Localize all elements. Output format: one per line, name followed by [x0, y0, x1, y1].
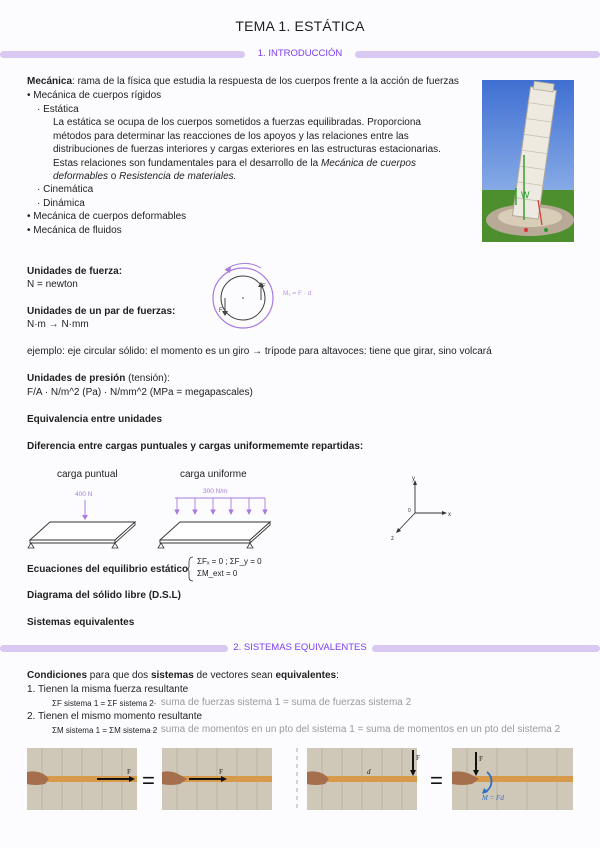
- equivalentes-word: equivalentes: [275, 670, 337, 681]
- list-item-rigidos: • Mecánica de cuerpos rígidos: [27, 90, 162, 101]
- axis-origin-label: 0: [408, 508, 411, 514]
- estatica-text-join: o: [108, 171, 120, 182]
- moment-formula: M₁ = F · d: [283, 290, 312, 297]
- condicion-2-formula: ΣM sistema 1 = ΣM sistema 2: [52, 726, 158, 735]
- estatica-paragraph: [53, 116, 458, 184]
- photo-3: [307, 748, 420, 810]
- equation-forces: ΣFₓ = 0 ; ΣF_y = 0: [197, 557, 262, 566]
- estatica-italic-2: Resistencia de materiales.: [119, 171, 237, 182]
- presion-heading-bold: Unidades de presión: [27, 373, 126, 384]
- condiciones-word: Condiciones: [27, 670, 88, 681]
- axis-z-label: z: [391, 536, 394, 542]
- estatica-text: La estática se ocupa de los cuerpos sometidos a fuerzas equilibradas. Proporciona métodos para determinar las reacciones de los apoyos y las relaciones entre las distribuciones de fuerzas interiores y cargas exteriores en las estructuras estacionarias. Estas relaciones son fundamentales para el desarrollo de la: [53, 117, 441, 169]
- condiciones-mid: para que dos: [87, 670, 151, 681]
- list-item-estatica: · Estática: [37, 104, 79, 115]
- photo-2: [162, 748, 272, 810]
- equals-sign-2: =: [430, 768, 443, 793]
- condiciones-mid2: de vectores sean: [193, 670, 276, 681]
- condicion-1: 1. Tienen la misma fuerza resultante: [27, 684, 189, 695]
- equals-sign-1: =: [142, 768, 155, 793]
- fuerza-value: N = newton: [27, 279, 78, 290]
- carga-uniforme-label: carga uniforme: [180, 469, 247, 480]
- section-label: 2. SISTEMAS EQUIVALENTES: [233, 642, 367, 653]
- photo-4: [452, 748, 573, 810]
- ejemplo-text: ejemplo: eje circular sólido: el momento es un giro → trípode para altavoces: tiene que girar, sino volcará: [27, 346, 492, 357]
- axis-x-label: x: [448, 512, 451, 518]
- estatica-italic: Mecánica de cuerpos deformables: [53, 157, 416, 182]
- moment-sketch: [205, 262, 330, 337]
- condicion-2: 2. Tienen el mismo momento resultante: [27, 711, 203, 722]
- condicion-2-note: → suma de momentos en un pto del sistema 1 = suma de momentos en un pto del sistema 2: [148, 724, 561, 735]
- list-item-dinamica: · Dinámica: [37, 198, 85, 209]
- equivalencia-heading: Equivalencia entre unidades: [27, 414, 163, 425]
- presion-heading: [27, 372, 170, 386]
- page-title: TEMA 1. ESTÁTICA: [235, 18, 365, 34]
- photo-4-f-label: F: [479, 755, 483, 763]
- diferencia-heading: Diferencia entre cargas puntuales y cargas uniformememte repartidas:: [27, 441, 364, 452]
- photo-3-d-label: d: [367, 768, 371, 776]
- photo-3-f-label: F: [416, 754, 420, 762]
- section-label: 1. INTRODUCCIÓN: [257, 48, 343, 59]
- photo-4-moment-label: M = Fd: [482, 794, 504, 802]
- force-label-top: F: [262, 284, 266, 290]
- section-header-equivalentes: [0, 642, 600, 654]
- sistemas-heading: Sistemas equivalentes: [27, 617, 135, 628]
- condiciones-heading: [27, 669, 339, 683]
- dsl-heading: Diagrama del sólido libre (D.S.L): [27, 590, 181, 601]
- condicion-1-note: → suma de fuerzas sistema 1 = suma de fuerzas sistema 2: [148, 697, 412, 708]
- par-value: N·m → N·mm: [27, 319, 89, 330]
- svg-text:W: W: [521, 190, 530, 200]
- equilibrium-equations: [187, 555, 287, 583]
- presion-heading-paren: (tensión):: [125, 373, 170, 384]
- mecanica-def-text: : rama de la física que estudia la respuesta de los cuerpos frente a la acción de fuerzas: [72, 76, 459, 87]
- leaning-tower-illustration: [482, 80, 574, 242]
- fuerza-heading: Unidades de fuerza:: [27, 266, 123, 277]
- photo-1-f-label: F: [127, 768, 131, 776]
- axis-y-label: y: [412, 476, 415, 482]
- uniforme-value: 300 N/m: [203, 488, 228, 495]
- mecanica-term: Mecánica: [27, 76, 73, 87]
- puntual-value: 400 N: [75, 491, 93, 498]
- equivalence-photos: [27, 748, 573, 810]
- carga-puntual-label: carga puntual: [57, 469, 118, 480]
- list-item-cinematica: · Cinemática: [37, 184, 94, 195]
- condiciones-end: :: [336, 670, 339, 681]
- force-label-bottom: F: [219, 308, 223, 314]
- sistemas-word: sistemas: [150, 670, 194, 681]
- axes-sketch: [385, 470, 460, 545]
- photo-1: [27, 748, 137, 810]
- list-item-fluidos: • Mecánica de fluidos: [27, 225, 122, 236]
- photo-2-f-label: F: [219, 768, 223, 776]
- mecanica-definition: [27, 75, 459, 89]
- presion-value: F/A · N/m^2 (Pa) · N/mm^2 (MPa = megapascales): [27, 387, 253, 398]
- loads-sketch: [25, 484, 285, 554]
- ecuaciones-heading: Ecuaciones del equilibrio estático: [27, 564, 189, 575]
- list-item-deformables: • Mecánica de cuerpos deformables: [27, 211, 187, 222]
- section-header-introduccion: [0, 48, 600, 60]
- equation-moments: ΣM_ext = 0: [197, 569, 238, 578]
- par-heading: Unidades de un par de fuerzas:: [27, 306, 176, 317]
- condicion-1-formula: ΣF sistema 1 = ΣF sistema 2: [52, 699, 154, 708]
